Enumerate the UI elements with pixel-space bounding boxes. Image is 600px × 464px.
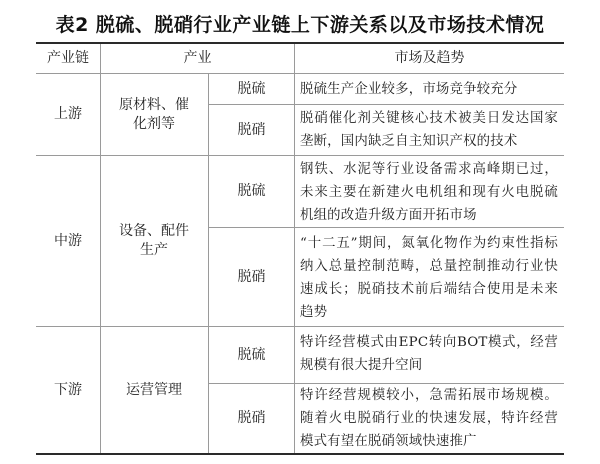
chain-downstream: 下游: [54, 381, 82, 398]
trend-downstream-denitr: 特许经营规模较小，急需拓展市场规模。随着火电脱硝行业的快速发展，特许经营模式有望在脱硝领域快速推广: [300, 388, 558, 449]
col-divider-3: [294, 44, 295, 453]
type-upstream-desulfur: 脱硫: [237, 80, 266, 97]
trend-upstream-denitr: 脱硝催化剂关键核心技术被美日发达国家垄断，国内缺乏自主知识产权的技术: [300, 111, 558, 149]
industry-upstream: 原材料、催化剂等: [119, 96, 189, 132]
chain-upstream: 上游: [54, 106, 82, 123]
industry-midstream: 设备、配件生产: [119, 223, 189, 258]
header-market: 市场及趋势: [394, 50, 465, 67]
header-industry: 产业: [183, 50, 212, 67]
bottom-rule: [36, 453, 564, 455]
trend-upstream-desulfur: 脱硫生产企业较多，市场竞争较充分: [300, 82, 518, 97]
trend-downstream-desulfur: 特许经营模式由EPC转向BOT模式，经营规模有很大提升空间: [300, 335, 558, 373]
table-title: 表2 脱硫、脱硝行业产业链上下游关系以及市场技术情况: [55, 14, 545, 36]
type-upstream-denitr: 脱硝: [237, 121, 266, 138]
type-midstream-desulfur: 脱硫: [237, 183, 266, 200]
industry-downstream: 运营管理: [126, 381, 182, 398]
chain-midstream: 中游: [54, 232, 82, 249]
trend-midstream-desulfur: 钢铁、水泥等行业设备需求高峰期已过，未来主要在新建火电机组和现有火电脱硫机组的改造升级方面开拓市场: [300, 162, 558, 223]
type-downstream-denitr: 脱硝: [237, 410, 266, 427]
trend-midstream-denitr: “十二五”期间，氮氧化物作为约束性指标纳入总量控制范畴，总量控制推动行业快速成长；脱硝技术前后端结合使用是未来趋势: [300, 236, 558, 320]
type-downstream-desulfur: 脱硫: [237, 346, 266, 363]
col-divider-1: [100, 44, 101, 453]
header-chain: 产业链: [47, 50, 89, 67]
type-midstream-denitr: 脱硝: [237, 268, 266, 285]
